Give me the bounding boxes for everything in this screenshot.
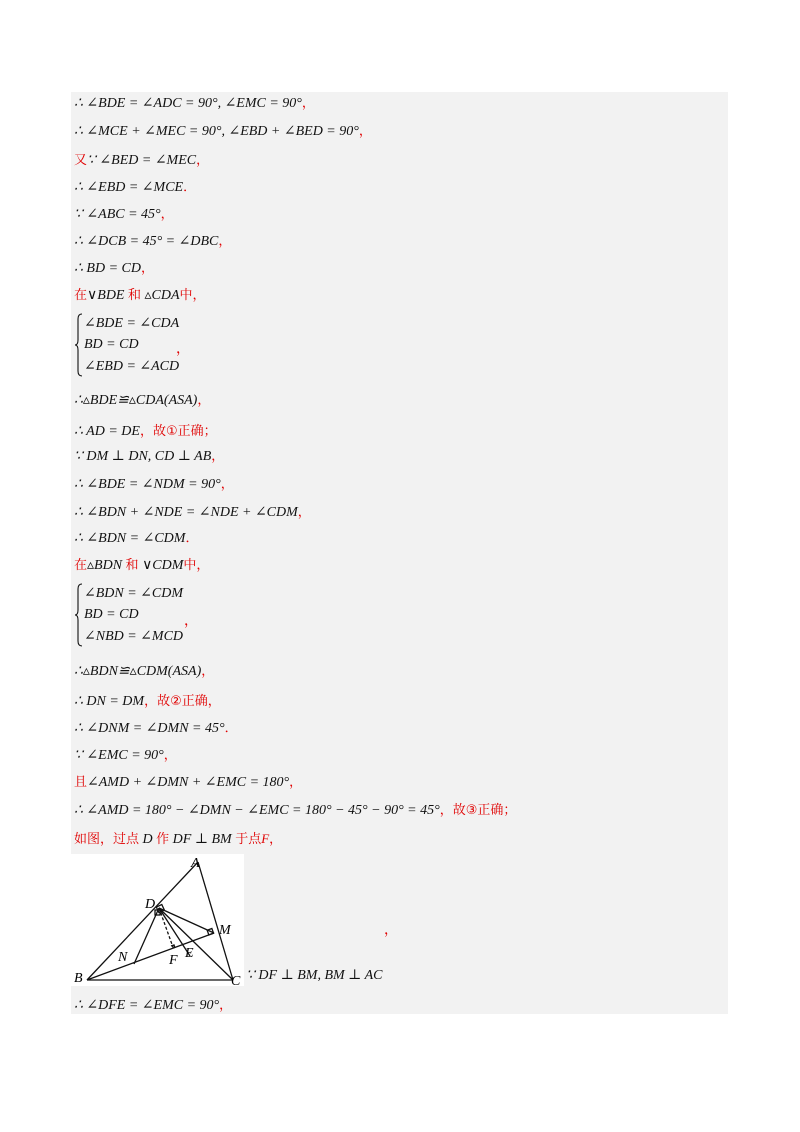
system-row: BD = CD [84, 607, 139, 622]
math-expression: ∵ DF ⊥ BM, BM ⊥ AC [246, 968, 383, 983]
math-expression: ∴ ∠DFE = ∠EMC = 90° [74, 998, 220, 1013]
label-c: C [231, 974, 241, 986]
proof-line [74, 121, 372, 143]
proof-line [74, 555, 209, 577]
line-suffix: ， [297, 505, 311, 520]
left-brace-icon [74, 313, 83, 377]
math-expression: ∴ ∠EBD = ∠MCE [74, 180, 184, 195]
stray-comma: ， [384, 923, 398, 938]
proof-line [74, 772, 302, 794]
math-part: ∨BDE [87, 288, 125, 303]
math-expression: ∵ DM ⊥ DN, CD ⊥ AB [74, 449, 212, 464]
math-expression: ∵ ∠ABC = 45° [74, 207, 161, 222]
system-row: ∠BDE = ∠CDA [84, 316, 180, 331]
proof-line [74, 421, 217, 443]
line-suffix: ， [358, 124, 372, 139]
proof-line [74, 446, 224, 468]
line-prefix: 又 [74, 153, 88, 168]
line-suffix: ， [160, 207, 174, 222]
math-expression: ∴ ∠DNM = ∠DMN = 45° [74, 721, 225, 736]
math-part: F [261, 831, 270, 846]
text-part: 和 [125, 558, 139, 573]
proof-line [74, 390, 210, 412]
math-expression: ∵ ∠BED = ∠MEC [87, 153, 197, 168]
segment-ba [87, 862, 198, 980]
math-expression: ∴ ∠BDE = ∠ADC = 90°, ∠EMC = 90° [74, 96, 302, 111]
line-suffix: ， [211, 449, 225, 464]
proof-line [74, 150, 209, 172]
text-part: 在 [74, 288, 88, 303]
text-part: 如图，过点 [74, 832, 140, 847]
math-part: DF ⊥ BM [172, 832, 232, 847]
proof-line [74, 285, 206, 307]
equation-system-2 [74, 583, 274, 649]
system-row: BD = CD [84, 337, 139, 352]
line-suffix: ． [185, 531, 199, 546]
text-part: 于点 [235, 832, 262, 847]
proof-line [74, 93, 315, 115]
line-suffix: ， [197, 393, 211, 408]
proof-line [74, 502, 311, 524]
line-suffix: ， [201, 664, 215, 679]
math-part: D [142, 832, 153, 847]
label-e: E [185, 946, 194, 961]
math-expression: ∴ ∠BDN = ∠CDM [74, 531, 186, 546]
math-expression: ∴▵BDE≌▵CDA(ASA) [74, 393, 198, 408]
system-suffix: ， [176, 342, 190, 357]
equation-system-1 [74, 313, 274, 379]
label-m: M [219, 923, 231, 938]
line-suffix: ， [220, 477, 234, 492]
label-f: F [169, 953, 178, 968]
text-part: 中， [179, 288, 206, 303]
line-prefix: 且 [74, 775, 88, 790]
text-part: 和 [127, 288, 141, 303]
proof-line [74, 177, 196, 199]
system-suffix: ， [184, 614, 198, 629]
text-part: 在 [74, 558, 88, 573]
line-suffix: ，故③正确； [439, 803, 517, 818]
line-suffix: ， [289, 775, 303, 790]
math-expression: ∴ ∠AMD = 180° − ∠DMN − ∠EMC = 180° − 45° − 90° = 45° [74, 803, 440, 818]
math-expression: ∴ ∠MCE + ∠MEC = 90°, ∠EBD + ∠BED = 90° [74, 124, 359, 139]
label-d: D [145, 897, 156, 912]
math-expression: ∠AMD + ∠DMN + ∠EMC = 180° [87, 775, 290, 790]
left-brace-icon [74, 583, 83, 647]
line-suffix: ， [219, 998, 233, 1013]
line-suffix: ， [140, 261, 154, 276]
proof-line [74, 204, 174, 226]
geometry-figure [71, 854, 244, 986]
math-part: ∨CDM [142, 558, 184, 573]
label-b: B [74, 971, 83, 986]
line-suffix: ， [163, 748, 177, 763]
proof-line [74, 691, 221, 713]
line-suffix: ， [301, 96, 315, 111]
text-part: 作 [156, 832, 170, 847]
math-expression: ∴ ∠BDN + ∠NDE = ∠NDE + ∠CDM [74, 505, 298, 520]
math-expression: ∴ ∠DCB = 45° = ∠DBC [74, 234, 219, 249]
system-row: ∠NBD = ∠MCD [84, 629, 184, 644]
math-expression: ∴ AD = DE [74, 424, 140, 439]
math-expression: ∵ ∠EMC = 90° [74, 748, 164, 763]
line-suffix: ， [218, 234, 232, 249]
label-a: A [191, 856, 200, 871]
system-row: ∠BDN = ∠CDM [84, 586, 184, 601]
line-suffix: ，故②正确， [144, 694, 221, 709]
math-expression: ∴▵BDN≌▵CDM(ASA) [74, 664, 202, 679]
line-suffix: ， [196, 153, 210, 168]
proof-line [74, 828, 282, 850]
line-suffix: ． [183, 180, 197, 195]
math-expression: ∴ DN = DM [74, 694, 145, 709]
line-suffix: ． [224, 721, 238, 736]
text-part: 中， [183, 558, 210, 573]
proof-line [74, 258, 154, 280]
proof-line [74, 528, 198, 550]
math-expression: ∴ BD = CD [74, 261, 141, 276]
proof-line [74, 800, 516, 822]
segment-bm [87, 933, 214, 980]
math-part: ▵CDA [144, 288, 180, 303]
math-expression: ∴ ∠BDE = ∠NDM = 90° [74, 477, 221, 492]
text-part: ， [269, 832, 283, 847]
proof-line [74, 661, 214, 683]
proof-line [74, 474, 234, 496]
system-row: ∠EBD = ∠ACD [84, 359, 180, 374]
line-suffix: ，故①正确； [139, 424, 217, 439]
proof-line [246, 965, 382, 987]
math-part: ▵BDN [87, 558, 123, 573]
proof-line [74, 995, 232, 1017]
label-n: N [118, 950, 128, 965]
proof-line [74, 745, 177, 767]
proof-line [74, 231, 231, 253]
proof-line [74, 718, 238, 740]
